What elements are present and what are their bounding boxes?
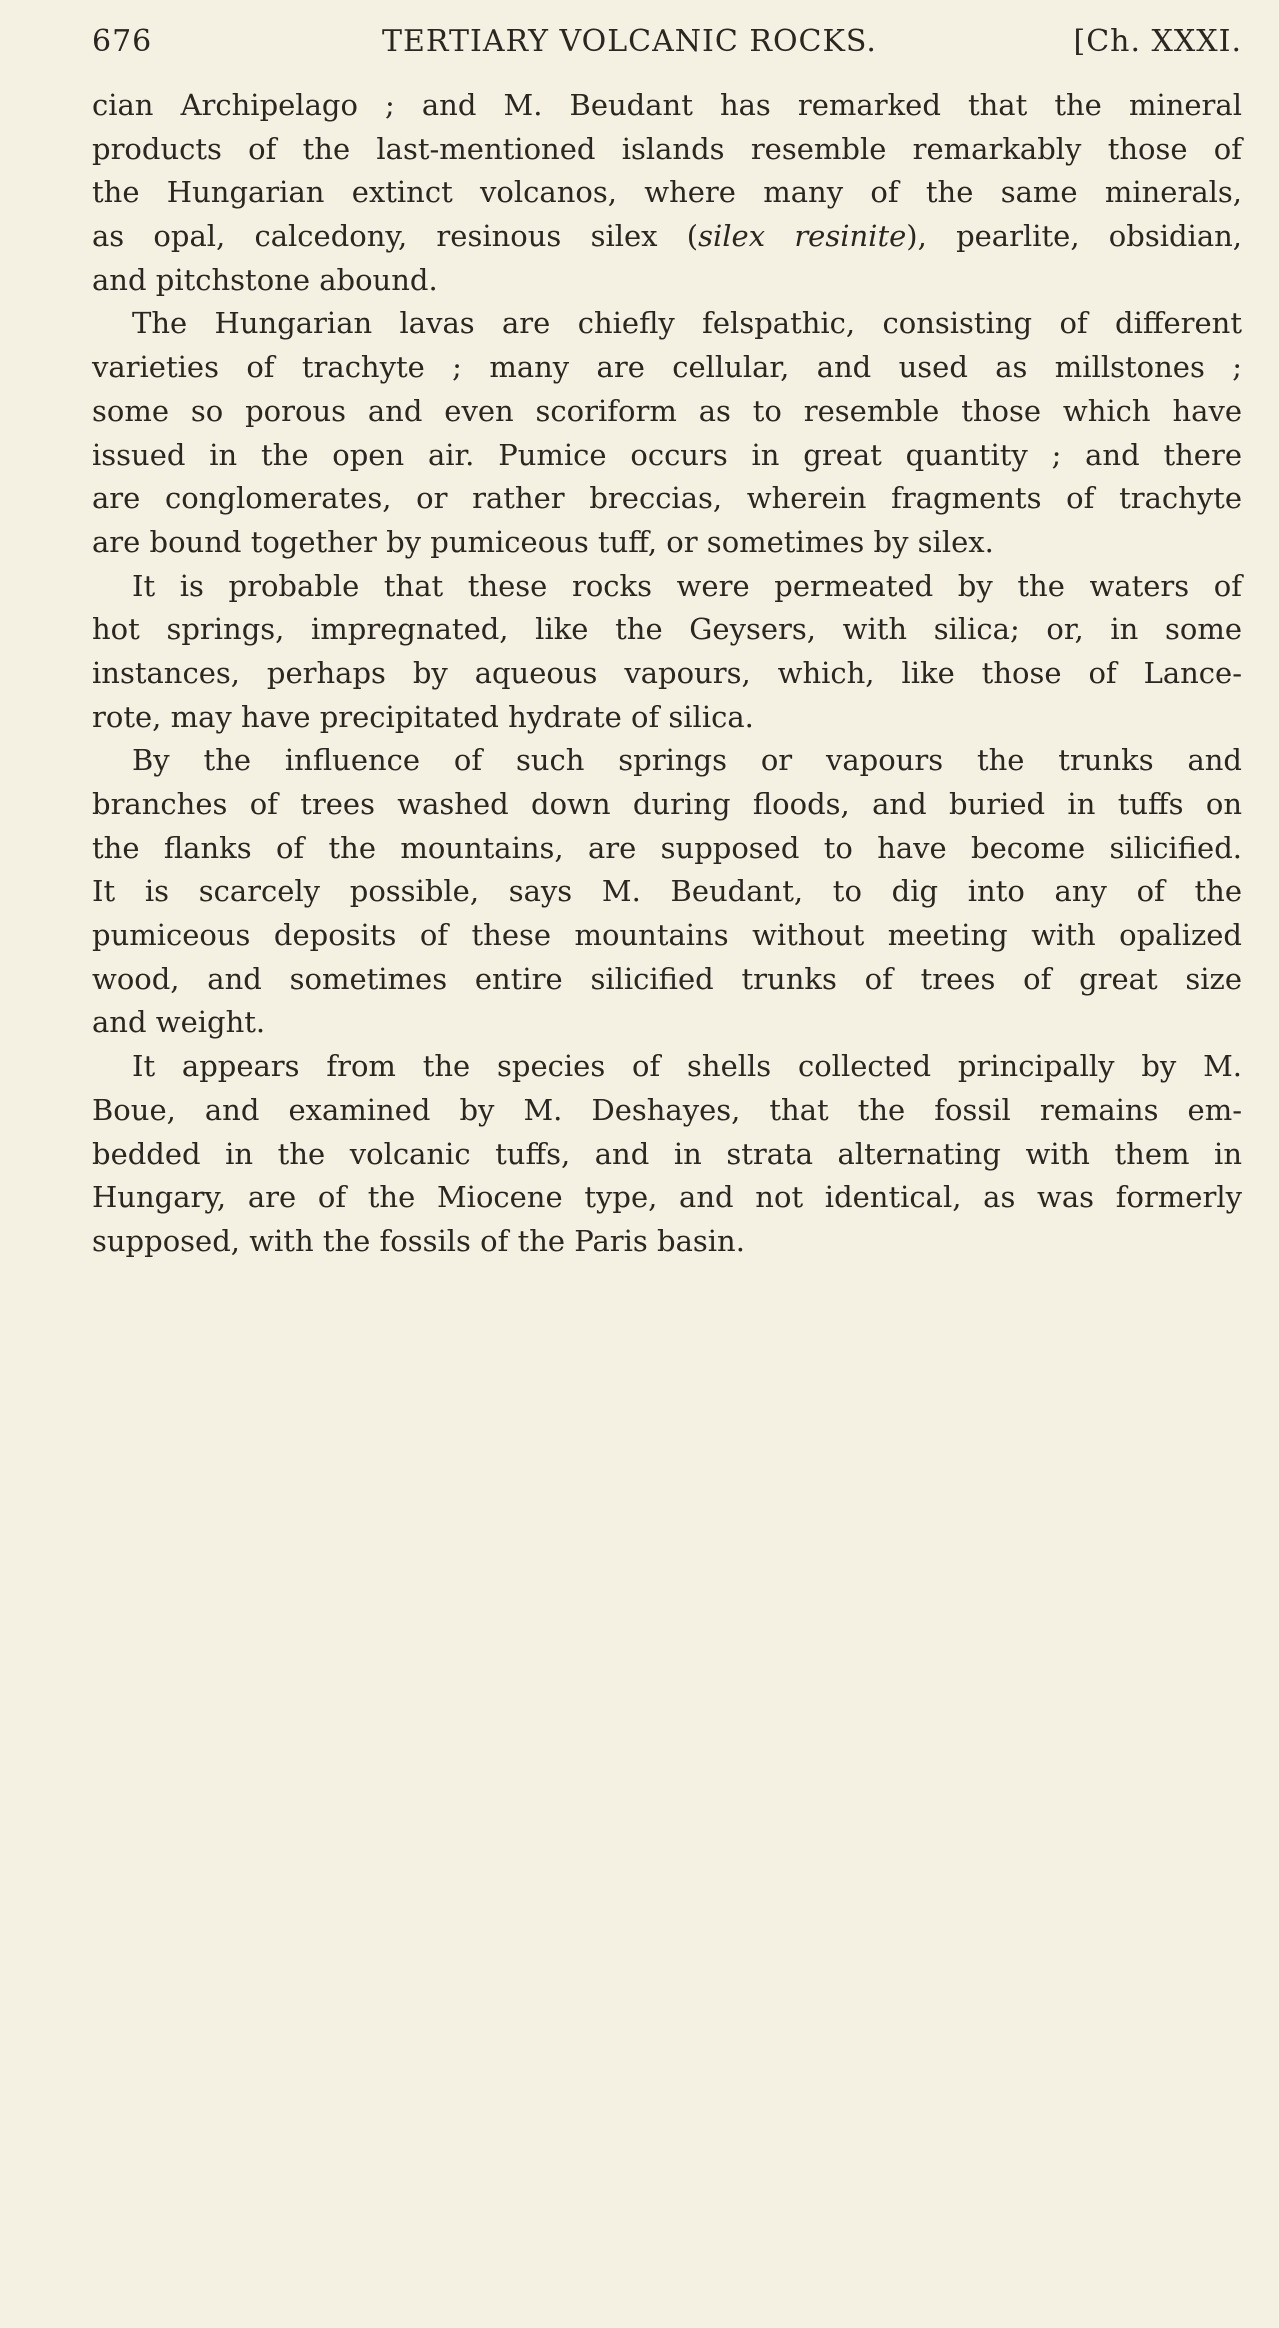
text-line-with-italic: [92, 215, 1242, 259]
text-line: the Hungarian extinct volcanos, where many of the same minerals,: [92, 175, 1242, 210]
page-number: 676: [92, 24, 153, 59]
italic-term: silex resinite: [698, 219, 907, 254]
text-line: wood, and sometimes entire silicified trunks of trees of great size: [92, 961, 1242, 996]
text-line: hot springs, impregnated, like the Geysers, with silica; or, in some: [92, 612, 1242, 647]
text-line: and weight.: [92, 1005, 266, 1040]
page-header: [92, 20, 1242, 64]
text-line: are bound together by pumiceous tuff, or sometimes by silex.: [92, 524, 994, 559]
text-line: and pitchstone abound.: [92, 262, 438, 297]
paragraph: [92, 1045, 1242, 1263]
text-line: issued in the open air. Pumice occurs in great quantity ; and there: [92, 437, 1242, 472]
text-line: are conglomerates, or rather breccias, wherein fragments of trachyte: [92, 481, 1242, 516]
chapter-reference: [Ch. XXXI.: [1073, 24, 1242, 59]
text-line: It is probable that these rocks were permeated by the waters of: [132, 568, 1242, 603]
paragraph: [92, 84, 1242, 302]
text-line: varieties of trachyte ; many are cellular, and used as millstones ;: [92, 350, 1242, 385]
text-line: supposed, with the fossils of the Paris basin.: [92, 1223, 745, 1258]
running-title: TERTIARY VOLCANIC ROCKS.: [382, 24, 877, 59]
body-text: [92, 84, 1242, 1264]
text-line: cian Archipelago ; and M. Beudant has remarked that the mineral: [92, 88, 1242, 122]
text-line: It appears from the species of shells collected principally by M.: [132, 1049, 1242, 1084]
text-line: some so porous and even scoriform as to resemble those which have: [92, 393, 1242, 428]
paragraph: [92, 565, 1242, 740]
paragraph: [92, 739, 1242, 1045]
text-line: pumiceous deposits of these mountains without meeting with opalized: [92, 918, 1242, 953]
text-segment: ), pearlite, obsidian,: [906, 219, 1243, 254]
text-line: the flanks of the mountains, are supposed to have become silicified.: [92, 830, 1242, 865]
text-line: branches of trees washed down during floods, and buried in tuffs on: [92, 787, 1242, 821]
text-line: bedded in the volcanic tuffs, and in strata alternating with them in: [92, 1136, 1242, 1171]
paragraph: [92, 302, 1242, 564]
text-line: instances, perhaps by aqueous vapours, which, like those of Lance-: [92, 655, 1242, 690]
text-line: rote, may have precipitated hydrate of silica.: [92, 699, 754, 734]
text-segment: as opal, calcedony, resinous silex (: [92, 219, 699, 254]
text-line: The Hungarian lavas are chiefly felspathic, consisting of different: [132, 306, 1242, 341]
text-line: products of the last-mentioned islands resemble remarkably those of: [92, 131, 1242, 166]
text-line: By the influence of such springs or vapours the trunks and: [132, 743, 1242, 778]
text-line: It is scarcely possible, says M. Beudant, to dig into any of the: [92, 874, 1242, 909]
text-line: Boue, and examined by M. Deshayes, that the fossil remains em-: [92, 1092, 1242, 1127]
text-line: Hungary, are of the Miocene type, and not identical, as was formerly: [92, 1180, 1242, 1215]
